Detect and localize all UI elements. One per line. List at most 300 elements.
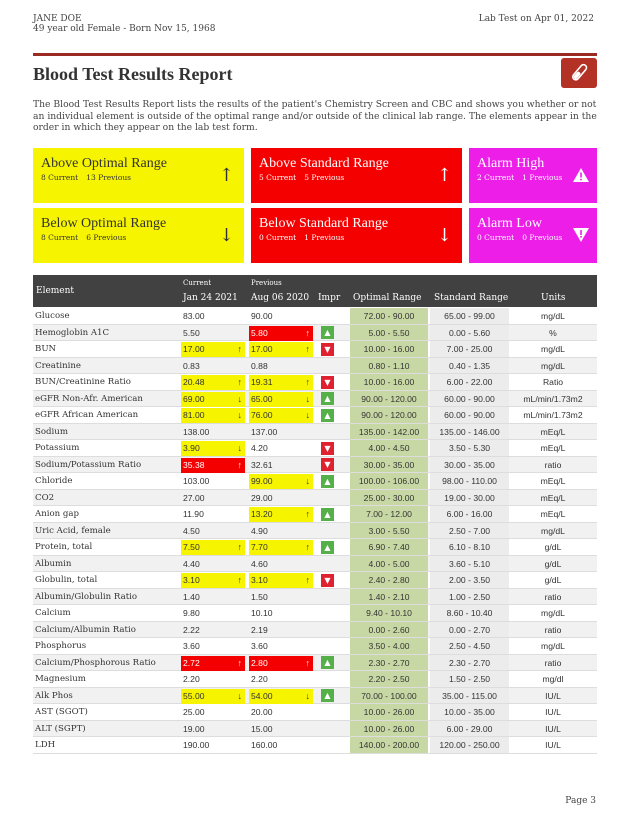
table-row xyxy=(33,358,597,375)
current-value-value: 19.00 xyxy=(183,723,205,734)
inverted-triangle-icon xyxy=(573,226,589,247)
element-name xyxy=(35,374,131,390)
standard-range-value: 2.30 - 2.70 xyxy=(448,657,491,668)
optimal-range-value: 0.80 - 1.10 xyxy=(368,360,410,371)
alarm-high-label: Alarm High xyxy=(477,156,545,171)
current-value xyxy=(181,506,245,522)
table-row xyxy=(33,671,597,688)
table-row xyxy=(33,655,597,672)
improvement-indicator xyxy=(321,622,339,638)
above-optimal-previous: 13 Previous xyxy=(86,173,132,182)
current-value xyxy=(181,358,245,374)
units-value: mL/min/1.73m2 xyxy=(523,410,583,420)
standard-range-value: 0.00 - 5.60 xyxy=(448,327,491,338)
previous-value xyxy=(249,656,313,671)
previous-value xyxy=(249,737,313,753)
units-value: mg/dl xyxy=(542,674,564,684)
col-units: Units xyxy=(541,293,566,303)
optimal-range xyxy=(350,688,428,704)
arrow-up-icon: ↑ xyxy=(305,327,310,338)
element-name xyxy=(35,572,97,588)
optimal-range xyxy=(350,539,428,555)
current-value-value: 0.83 xyxy=(183,360,200,371)
optimal-range xyxy=(350,391,428,407)
improvement-indicator xyxy=(321,589,339,605)
current-value xyxy=(181,441,245,456)
units-value: mEq/L xyxy=(540,509,566,519)
optimal-range xyxy=(350,704,428,720)
report-intro: The Blood Test Results Report lists the results of the patient's Chemistry Screen and CBC and shows you whether or not an individual element is outside of the optimal range and/or outside of the clinical lab range. The elements appear in the order in which they appear on the lab test form. xyxy=(33,99,597,133)
units-value: Ratio xyxy=(542,377,564,387)
units-value: mg/dL xyxy=(541,525,565,536)
element-name xyxy=(35,473,72,489)
table-row xyxy=(33,539,597,556)
optimal-range xyxy=(350,638,428,654)
page-title: Blood Test Results Report xyxy=(33,64,233,84)
previous-value-value: 137.00 xyxy=(251,426,278,437)
table-row xyxy=(33,622,597,639)
current-value xyxy=(181,408,245,423)
element-name xyxy=(35,655,156,671)
optimal-range-value: 4.00 - 5.00 xyxy=(368,558,410,569)
optimal-range xyxy=(350,473,428,489)
standard-range-value: 0.40 - 1.35 xyxy=(448,360,491,371)
current-value xyxy=(181,737,245,753)
patient-name: JANE DOE xyxy=(33,14,82,24)
current-value xyxy=(181,540,245,555)
previous-value-value: 3.60 xyxy=(251,641,268,651)
col-current-date: Jan 24 2021 xyxy=(183,293,238,303)
arrow-up-icon: ↑ xyxy=(305,344,310,354)
arrow-down-icon: ↓ xyxy=(436,225,452,246)
thumbs-up-icon: ▲ xyxy=(321,409,334,422)
previous-value xyxy=(249,375,313,390)
previous-value xyxy=(249,589,313,605)
improvement-indicator xyxy=(321,671,339,687)
standard-range xyxy=(430,539,509,555)
previous-value-value: 160.00 xyxy=(251,740,278,750)
units-value: mg/dL xyxy=(541,641,565,651)
units xyxy=(509,473,597,489)
arrow-down-icon: ↓ xyxy=(237,690,242,701)
arrow-up-icon: ↑ xyxy=(237,459,242,470)
standard-range xyxy=(430,671,509,687)
improvement-indicator xyxy=(321,341,339,357)
units-value: % xyxy=(549,327,557,338)
standard-range-value: 8.60 - 10.40 xyxy=(446,608,493,618)
optimal-range xyxy=(350,737,428,753)
standard-range-value: 3.60 - 5.10 xyxy=(448,558,491,569)
table-row xyxy=(33,457,597,474)
current-value xyxy=(181,342,245,357)
table-row xyxy=(33,737,597,754)
col-impr: Impr xyxy=(318,293,341,303)
units-value: mg/dL xyxy=(541,311,565,321)
arrow-up-icon: ↑ xyxy=(218,165,234,186)
arrow-down-icon: ↓ xyxy=(305,393,310,404)
improvement-indicator xyxy=(321,325,339,341)
current-value-value: 2.20 xyxy=(183,674,200,684)
standard-range xyxy=(430,391,509,407)
below-optimal-label: Below Optimal Range xyxy=(41,216,167,231)
standard-range-value: 98.00 - 110.00 xyxy=(442,476,497,486)
previous-value-value: 76.00 xyxy=(251,410,273,420)
units xyxy=(509,589,597,605)
optimal-range-value: 4.00 - 4.50 xyxy=(368,443,410,453)
previous-value-value: 54.00 xyxy=(251,690,273,701)
optimal-range xyxy=(350,341,428,357)
previous-value xyxy=(249,573,313,588)
standard-range xyxy=(430,424,509,440)
previous-value-value: 10.10 xyxy=(251,608,273,618)
standard-range xyxy=(430,325,509,341)
element-name xyxy=(35,671,86,687)
optimal-range-value: 90.00 - 120.00 xyxy=(361,410,417,420)
previous-value-value: 15.00 xyxy=(251,723,273,734)
element-name-value: LDH xyxy=(35,740,56,750)
improvement-indicator xyxy=(321,688,339,704)
optimal-range-value: 2.30 - 2.70 xyxy=(368,657,410,668)
arrow-up-icon: ↑ xyxy=(305,657,310,668)
element-name-value: BUN xyxy=(35,344,57,354)
optimal-range xyxy=(350,424,428,440)
element-name-value: Magnesium xyxy=(35,674,86,684)
standard-range-value: 7.00 - 25.00 xyxy=(446,344,493,354)
units-value: ratio xyxy=(544,624,562,635)
table-row xyxy=(33,341,597,358)
previous-value xyxy=(249,507,313,522)
current-value-value: 3.10 xyxy=(183,575,200,585)
standard-range xyxy=(430,622,509,638)
units xyxy=(509,721,597,737)
optimal-range xyxy=(350,506,428,522)
standard-range xyxy=(430,572,509,588)
previous-value xyxy=(249,556,313,572)
below-standard-card xyxy=(251,208,462,263)
previous-value xyxy=(249,408,313,423)
table-row xyxy=(33,325,597,342)
improvement-indicator xyxy=(321,407,339,423)
optimal-range-value: 70.00 - 100.00 xyxy=(361,690,417,701)
previous-value-value: 4.20 xyxy=(251,443,268,453)
previous-value xyxy=(249,671,313,687)
element-name xyxy=(35,688,73,704)
units xyxy=(509,308,597,324)
current-value-value: 69.00 xyxy=(183,393,205,404)
optimal-range-value: 5.00 - 5.50 xyxy=(368,327,410,338)
units-value: IU/L xyxy=(545,707,561,717)
units-value: mEq/L xyxy=(540,492,566,503)
optimal-range-value: 72.00 - 90.00 xyxy=(363,311,415,321)
standard-range xyxy=(430,374,509,390)
optimal-range-value: 90.00 - 120.00 xyxy=(361,393,417,404)
below-standard-label: Below Standard Range xyxy=(259,216,389,231)
improvement-indicator xyxy=(321,506,339,522)
previous-value-value: 2.19 xyxy=(251,624,268,635)
units xyxy=(509,671,597,687)
arrow-down-icon: ↓ xyxy=(237,410,242,420)
improvement-indicator xyxy=(321,374,339,390)
previous-value-value: 5.80 xyxy=(251,327,268,338)
table-row xyxy=(33,572,597,589)
previous-value xyxy=(249,440,313,456)
current-value xyxy=(181,622,245,638)
current-value-value: 20.48 xyxy=(183,377,205,387)
standard-range xyxy=(430,308,509,324)
above-standard-label: Above Standard Range xyxy=(259,156,389,171)
alarm-low-card xyxy=(469,208,597,263)
arrow-down-icon: ↓ xyxy=(218,225,234,246)
above-standard-current: 5 Current xyxy=(259,173,297,182)
optimal-range-value: 9.40 - 10.10 xyxy=(366,608,412,618)
optimal-range xyxy=(350,523,428,539)
optimal-range-value: 135.00 - 142.00 xyxy=(358,426,420,437)
table-row xyxy=(33,407,597,424)
previous-value-value: 90.00 xyxy=(251,311,273,321)
element-name-value: Sodium/Potassium Ratio xyxy=(35,459,142,470)
units-value: mEq/L xyxy=(540,443,566,453)
element-name xyxy=(35,358,81,374)
element-name xyxy=(35,704,88,720)
element-name-value: Potassium xyxy=(35,443,80,453)
improvement-indicator xyxy=(321,556,339,572)
col-standard: Standard Range xyxy=(434,293,509,303)
units xyxy=(509,523,597,539)
standard-range-value: 65.00 - 99.00 xyxy=(444,311,495,321)
improvement-indicator xyxy=(321,308,339,324)
standard-range xyxy=(430,688,509,704)
previous-value-value: 1.50 xyxy=(251,591,268,602)
previous-value xyxy=(249,474,313,489)
previous-value xyxy=(249,490,313,506)
arrow-up-icon: ↑ xyxy=(237,377,242,387)
units xyxy=(509,539,597,555)
thumbs-down-icon: ▼ xyxy=(321,343,334,356)
standard-range xyxy=(430,457,509,473)
table-row xyxy=(33,374,597,391)
current-value xyxy=(181,589,245,605)
element-name-value: Protein, total xyxy=(35,542,93,552)
standard-range xyxy=(430,440,509,456)
current-value-value: 103.00 xyxy=(183,476,210,486)
current-value xyxy=(181,424,245,440)
optimal-range-value: 2.40 - 2.80 xyxy=(368,575,410,585)
current-value-value: 35.38 xyxy=(183,459,205,470)
optimal-range xyxy=(350,589,428,605)
test-date: Lab Test on Apr 01, 2022 xyxy=(478,14,594,24)
alarm-low-current: 0 Current xyxy=(477,233,515,242)
table-row xyxy=(33,704,597,721)
below-optimal-card xyxy=(33,208,244,263)
units xyxy=(509,407,597,423)
current-value-value: 5.50 xyxy=(183,327,200,338)
units-value: ratio xyxy=(544,657,562,668)
standard-range-value: 2.50 - 7.00 xyxy=(448,525,491,536)
col-element: Element xyxy=(36,286,75,296)
standard-range-value: 6.00 - 16.00 xyxy=(446,509,493,519)
standard-range xyxy=(430,523,509,539)
optimal-range-value: 25.00 - 30.00 xyxy=(363,492,415,503)
standard-range-value: 60.00 - 90.00 xyxy=(444,410,495,420)
element-name-value: Anion gap xyxy=(35,509,80,519)
element-name xyxy=(35,440,79,456)
element-name-value: CO2 xyxy=(35,492,55,503)
current-value xyxy=(181,721,245,737)
units xyxy=(509,572,597,588)
units xyxy=(509,358,597,374)
below-optimal-current: 8 Current xyxy=(41,233,79,242)
element-name xyxy=(35,391,143,407)
previous-value xyxy=(249,392,313,407)
arrow-up-icon: ↑ xyxy=(305,575,310,585)
above-standard-previous: 5 Previous xyxy=(304,173,345,182)
thumbs-up-icon: ▲ xyxy=(321,689,334,702)
element-name xyxy=(35,737,55,753)
element-name xyxy=(35,721,86,737)
thumbs-down-icon: ▼ xyxy=(321,458,334,471)
previous-value-value: 29.00 xyxy=(251,492,273,503)
above-optimal-card xyxy=(33,148,244,203)
standard-range-value: 30.00 - 35.00 xyxy=(444,459,495,470)
optimal-range-value: 140.00 - 200.00 xyxy=(358,740,420,750)
element-name-value: AST (SGOT) xyxy=(35,707,88,717)
standard-range xyxy=(430,358,509,374)
optimal-range-value: 3.50 - 4.00 xyxy=(368,641,410,651)
optimal-range xyxy=(350,655,428,671)
thumbs-down-icon: ▼ xyxy=(321,442,334,455)
improvement-indicator xyxy=(321,523,339,539)
standard-range xyxy=(430,473,509,489)
units xyxy=(509,325,597,341)
arrow-down-icon: ↓ xyxy=(237,443,242,453)
units-value: IU/L xyxy=(545,690,561,701)
previous-value-value: 20.00 xyxy=(251,707,273,717)
element-name-value: Sodium xyxy=(35,426,68,437)
standard-range xyxy=(430,638,509,654)
units-value: ratio xyxy=(544,591,562,602)
table-row xyxy=(33,556,597,573)
current-value xyxy=(181,656,245,671)
optimal-range xyxy=(350,556,428,572)
previous-value-value: 19.31 xyxy=(251,377,273,387)
current-value-value: 17.00 xyxy=(183,344,205,354)
alarm-high-card xyxy=(469,148,597,203)
standard-range-value: 0.00 - 2.70 xyxy=(448,624,491,635)
element-name-value: Albumin xyxy=(35,558,72,569)
current-value-value: 55.00 xyxy=(183,690,205,701)
standard-range xyxy=(430,506,509,522)
current-value xyxy=(181,689,245,704)
current-value-value: 2.72 xyxy=(183,657,200,668)
element-name xyxy=(35,589,137,605)
patient-info: 49 year old Female - Born Nov 15, 1968 xyxy=(33,24,216,34)
previous-value-value: 65.00 xyxy=(251,393,273,404)
optimal-range xyxy=(350,325,428,341)
arrow-up-icon: ↑ xyxy=(237,344,242,354)
arrow-up-icon: ↑ xyxy=(305,542,310,552)
element-name-value: Chloride xyxy=(35,476,73,486)
optimal-range xyxy=(350,671,428,687)
units xyxy=(509,556,597,572)
optimal-range-value: 6.90 - 7.40 xyxy=(368,542,410,552)
below-standard-current: 0 Current xyxy=(259,233,297,242)
thumbs-up-icon: ▲ xyxy=(321,508,334,521)
current-value xyxy=(181,671,245,687)
previous-value xyxy=(249,622,313,638)
element-name-value: Calcium/Phosphorous Ratio xyxy=(35,657,156,668)
optimal-range xyxy=(350,605,428,621)
optimal-range-value: 10.00 - 16.00 xyxy=(363,377,415,387)
units xyxy=(509,424,597,440)
optimal-range-value: 1.40 - 2.10 xyxy=(368,591,410,602)
element-name-value: Phosphorus xyxy=(35,641,87,651)
table-row xyxy=(33,424,597,441)
improvement-indicator xyxy=(321,704,339,720)
optimal-range-value: 10.00 - 16.00 xyxy=(363,344,415,354)
optimal-range xyxy=(350,721,428,737)
table-row xyxy=(33,506,597,523)
units-value: mEq/L xyxy=(540,476,566,486)
element-name-value: eGFR African American xyxy=(35,410,139,420)
units xyxy=(509,457,597,473)
table-row xyxy=(33,721,597,738)
improvement-indicator xyxy=(321,655,339,671)
previous-value xyxy=(249,638,313,654)
improvement-indicator xyxy=(321,539,339,555)
previous-value-value: 17.00 xyxy=(251,344,273,354)
optimal-range-value: 10.00 - 26.00 xyxy=(363,707,415,717)
arrow-down-icon: ↓ xyxy=(305,690,310,701)
header-divider xyxy=(33,53,597,56)
table-header xyxy=(33,275,597,307)
standard-range-value: 2.00 - 3.50 xyxy=(448,575,491,585)
col-optimal: Optimal Range xyxy=(353,293,422,303)
previous-value-value: 2.20 xyxy=(251,674,268,684)
table-row xyxy=(33,308,597,325)
units xyxy=(509,622,597,638)
improvement-indicator xyxy=(321,358,339,374)
units-value: mg/dL xyxy=(541,344,565,354)
thumbs-up-icon: ▲ xyxy=(321,656,334,669)
previous-value-value: 3.10 xyxy=(251,575,268,585)
standard-range-value: 1.00 - 2.50 xyxy=(448,591,491,602)
thumbs-up-icon: ▲ xyxy=(321,475,334,488)
improvement-indicator xyxy=(321,457,339,473)
element-name-value: BUN/Creatinine Ratio xyxy=(35,377,131,387)
element-name xyxy=(35,523,111,539)
optimal-range xyxy=(350,407,428,423)
current-value-value: 83.00 xyxy=(183,311,205,321)
improvement-indicator xyxy=(321,572,339,588)
current-value xyxy=(181,523,245,539)
improvement-indicator xyxy=(321,737,339,753)
element-name-value: Alk Phos xyxy=(35,690,73,701)
standard-range xyxy=(430,704,509,720)
previous-value-value: 4.90 xyxy=(251,525,268,536)
table-row xyxy=(33,440,597,457)
previous-value xyxy=(249,704,313,720)
current-value-value: 2.22 xyxy=(183,624,200,635)
arrow-up-icon: ↑ xyxy=(237,542,242,552)
units xyxy=(509,490,597,506)
units-value: g/dL xyxy=(544,542,562,552)
standard-range-value: 3.50 - 5.30 xyxy=(448,443,491,453)
optimal-range xyxy=(350,440,428,456)
current-value xyxy=(181,704,245,720)
current-value-value: 3.90 xyxy=(183,443,200,453)
improvement-indicator xyxy=(321,490,339,506)
optimal-range-value: 7.00 - 12.00 xyxy=(366,509,412,519)
